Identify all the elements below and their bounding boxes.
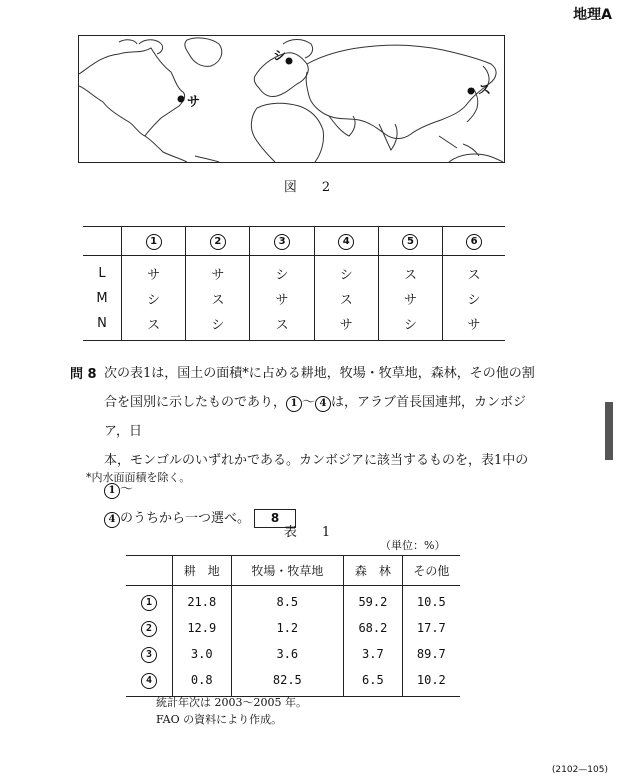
cell: 17.7: [402, 615, 460, 641]
question-text: [104, 359, 544, 533]
cell: サ: [186, 256, 250, 287]
row-label: M: [96, 291, 108, 306]
cell: 10.2: [402, 667, 460, 697]
col-header-other: その他: [402, 556, 460, 586]
cell: サ: [122, 256, 186, 287]
choice-col-1: 1: [122, 227, 186, 256]
figure-caption: 図 2: [283, 180, 337, 195]
cell: 1.2: [231, 615, 344, 641]
cell: シ: [314, 256, 378, 287]
cell: 6.5: [344, 667, 403, 697]
world-map: [79, 36, 504, 162]
cell: シ: [186, 311, 250, 341]
cell: ス: [378, 256, 442, 287]
col-header-cropland: 耕 地: [173, 556, 232, 586]
cell: サ: [250, 286, 314, 311]
cell: ス: [122, 311, 186, 341]
question-line-3: 本，モンゴルのいずれかである。カンボジアに該当するものを，表1中の1 〜: [104, 453, 529, 497]
row-id: 1: [126, 586, 173, 616]
table-row: [126, 586, 460, 616]
page-edge-tab-mark: [605, 402, 613, 460]
choice-col-5: 5: [378, 227, 442, 256]
col-header-forest: 森 林: [344, 556, 403, 586]
row-id: 4: [126, 667, 173, 697]
marker-dot-sa: [178, 96, 185, 103]
world-map-figure: [78, 35, 505, 163]
choice-row-N: [83, 311, 505, 341]
table-title: 表 1: [283, 525, 337, 540]
question-line-1: 次の表1は，国土の面積*に占める耕地，牧場・牧草地，森林，その他の割: [104, 366, 535, 381]
cell: 8.5: [231, 586, 344, 616]
cell: ス: [443, 256, 505, 287]
source-note: [156, 694, 307, 728]
cell: 10.5: [402, 586, 460, 616]
cell: 12.9: [173, 615, 232, 641]
cell: サ: [378, 286, 442, 311]
table-corner-cell: [126, 556, 173, 586]
cell: シ: [250, 256, 314, 287]
marker-label-sa: サ: [187, 95, 201, 110]
cell: サ: [314, 311, 378, 341]
question-number: 問 8: [70, 367, 97, 382]
row-id: 3: [126, 641, 173, 667]
source-note-line-1: 統計年次は 2003〜2005 年。: [156, 696, 307, 709]
table-row: [126, 667, 460, 697]
cell: 59.2: [344, 586, 403, 616]
source-note-line-2: FAO の資料により作成。: [156, 713, 283, 726]
table-row: [126, 641, 460, 667]
cell: サ: [443, 311, 505, 341]
row-id: 2: [126, 615, 173, 641]
cell: 21.8: [173, 586, 232, 616]
marker-label-shi: シ: [273, 49, 287, 64]
page-header-subject: 地理A: [573, 7, 612, 23]
question-line-4: 4 のうちから一つ選べ。 8: [104, 504, 544, 533]
choice-corner-cell: [83, 227, 122, 256]
row-label: N: [97, 316, 107, 331]
cell: ス: [314, 286, 378, 311]
marker-label-su: ス: [478, 83, 492, 98]
marker-dot-su: [468, 88, 475, 95]
answer-box[interactable]: 8: [254, 509, 296, 528]
cell: 89.7: [402, 641, 460, 667]
cell: 3.6: [231, 641, 344, 667]
page-code: (2102—105): [551, 765, 608, 775]
question-line-2: 合を国別に示したものであり， 1 〜 4 は，アラブ首長国連邦，カンボジア，日: [104, 395, 527, 439]
cell: ス: [250, 311, 314, 341]
cell: シ: [122, 286, 186, 311]
cell: 68.2: [344, 615, 403, 641]
unit-label: （単位：%）: [380, 539, 446, 552]
cell: 3.0: [173, 641, 232, 667]
table-row: [126, 615, 460, 641]
choice-col-6: 6: [443, 227, 505, 256]
cell: 82.5: [231, 667, 344, 697]
row-label: L: [98, 266, 106, 281]
choice-col-4: 4: [314, 227, 378, 256]
cell: シ: [443, 286, 505, 311]
cell: 3.7: [344, 641, 403, 667]
choice-row-L: [83, 256, 505, 287]
choice-row-M: [83, 286, 505, 311]
choice-col-2: 2: [186, 227, 250, 256]
col-header-pasture: 牧場・牧草地: [231, 556, 344, 586]
answer-choice-table: [83, 226, 505, 341]
cell: シ: [378, 311, 442, 341]
cell: ス: [186, 286, 250, 311]
footnote: *内水面面積を除く。: [86, 471, 191, 484]
marker-dot-shi: [286, 58, 293, 65]
land-use-table: [126, 555, 460, 697]
cell: 0.8: [173, 667, 232, 697]
choice-col-3: 3: [250, 227, 314, 256]
